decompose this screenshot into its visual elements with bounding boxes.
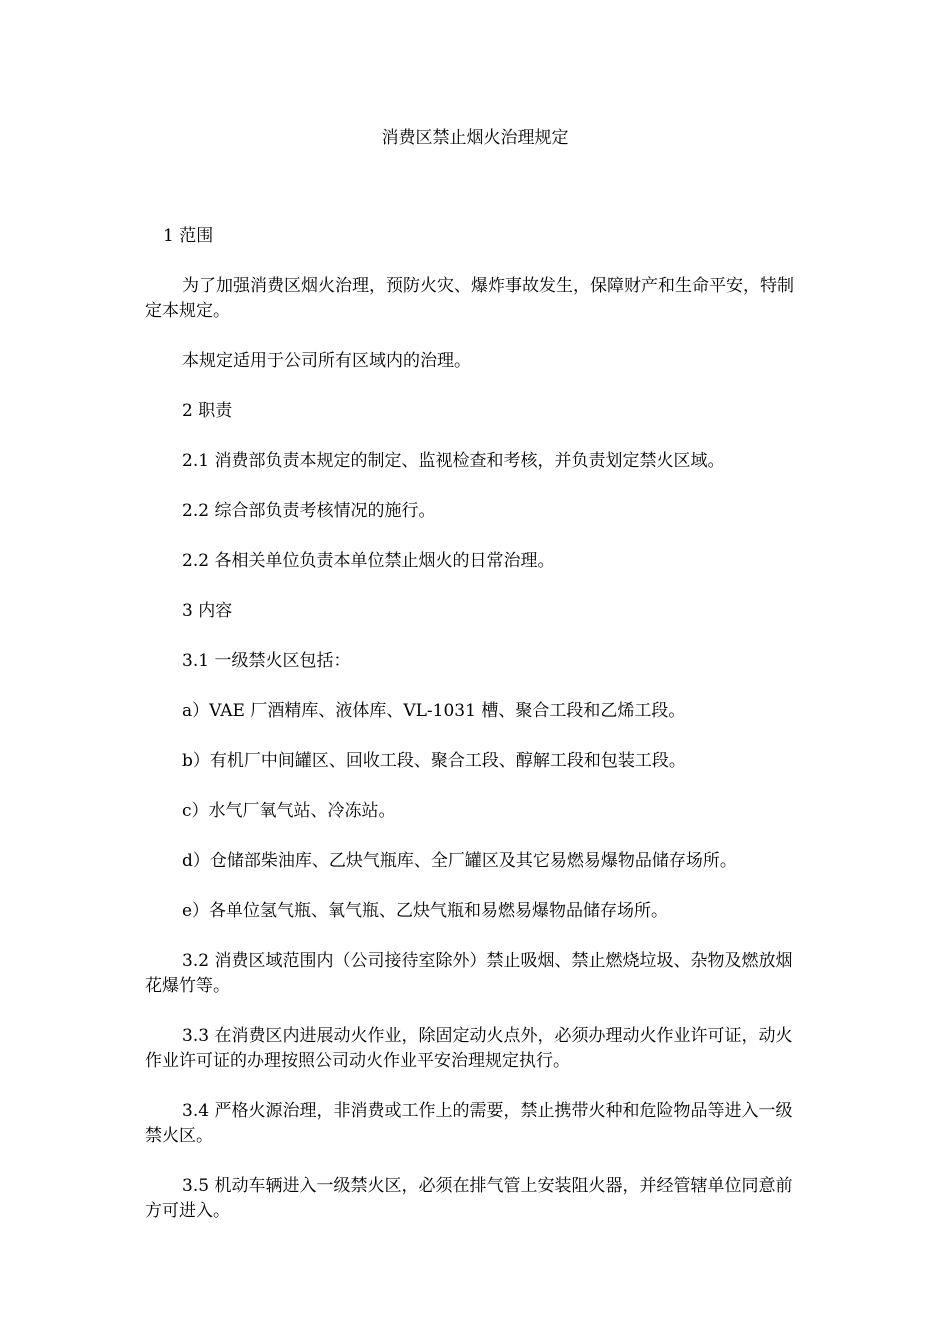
paragraph-content-3-3: 3.3 在消费区内进展动火作业，除固定动火点外，必须办理动火作业许可证，动火作业许可证的办理按照公司动火作业平安治理规定执行。 <box>145 1026 793 1071</box>
paragraph-content-3-1: 3.1 一级禁火区包括： <box>182 651 351 671</box>
paragraph-purpose: 为了加强消费区烟火治理，预防火灾、爆炸事故发生，保障财产和生命平安，特制定本规定。 <box>145 276 794 321</box>
list-item-a: a）VAE 厂酒精库、液体库、VL-1031 槽、聚合工段和乙烯工段。 <box>182 701 686 721</box>
list-item-e: e）各单位氢气瓶、氧气瓶、乙炔气瓶和易燃易爆物品储存场所。 <box>182 901 669 921</box>
list-item-b: b）有机厂中间罐区、回收工段、聚合工段、醇解工段和包装工段。 <box>182 751 686 771</box>
section-heading-scope: 1 范围 <box>163 226 214 246</box>
section-heading-content: 3 内容 <box>182 601 233 621</box>
paragraph-content-3-5: 3.5 机动车辆进入一级禁火区，必须在排气管上安装阻火器，并经管辖单位同意前方可进入。 <box>145 1176 793 1221</box>
list-item-c: c）水气厂氧气站、冷冻站。 <box>182 801 396 821</box>
document-title: 消费区禁止烟火治理规定 <box>381 128 569 148</box>
list-item-d: d）仓储部柴油库、乙炔气瓶库、全厂罐区及其它易燃易爆物品储存场所。 <box>182 851 737 871</box>
paragraph-content-3-4: 3.4 严格火源治理，非消费或工作上的需要，禁止携带火种和危险物品等进入一级禁火区。 <box>145 1101 793 1146</box>
section-heading-duties: 2 职责 <box>182 401 233 421</box>
paragraph-duty-2-1: 2.1 消费部负责本规定的制定、监视检查和考核，并负责划定禁火区域。 <box>182 451 725 471</box>
paragraph-duty-2-2b: 2.2 各相关单位负责本单位禁止烟火的日常治理。 <box>182 551 555 571</box>
paragraph-content-3-2: 3.2 消费区域范围内（公司接待室除外）禁止吸烟、禁止燃烧垃圾、杂物及燃放烟花爆竹等。 <box>145 951 793 996</box>
paragraph-applicability: 本规定适用于公司所有区域内的治理。 <box>182 351 471 371</box>
paragraph-duty-2-2a: 2.2 综合部负责考核情况的施行。 <box>182 501 436 521</box>
document-body <box>145 224 807 1249</box>
